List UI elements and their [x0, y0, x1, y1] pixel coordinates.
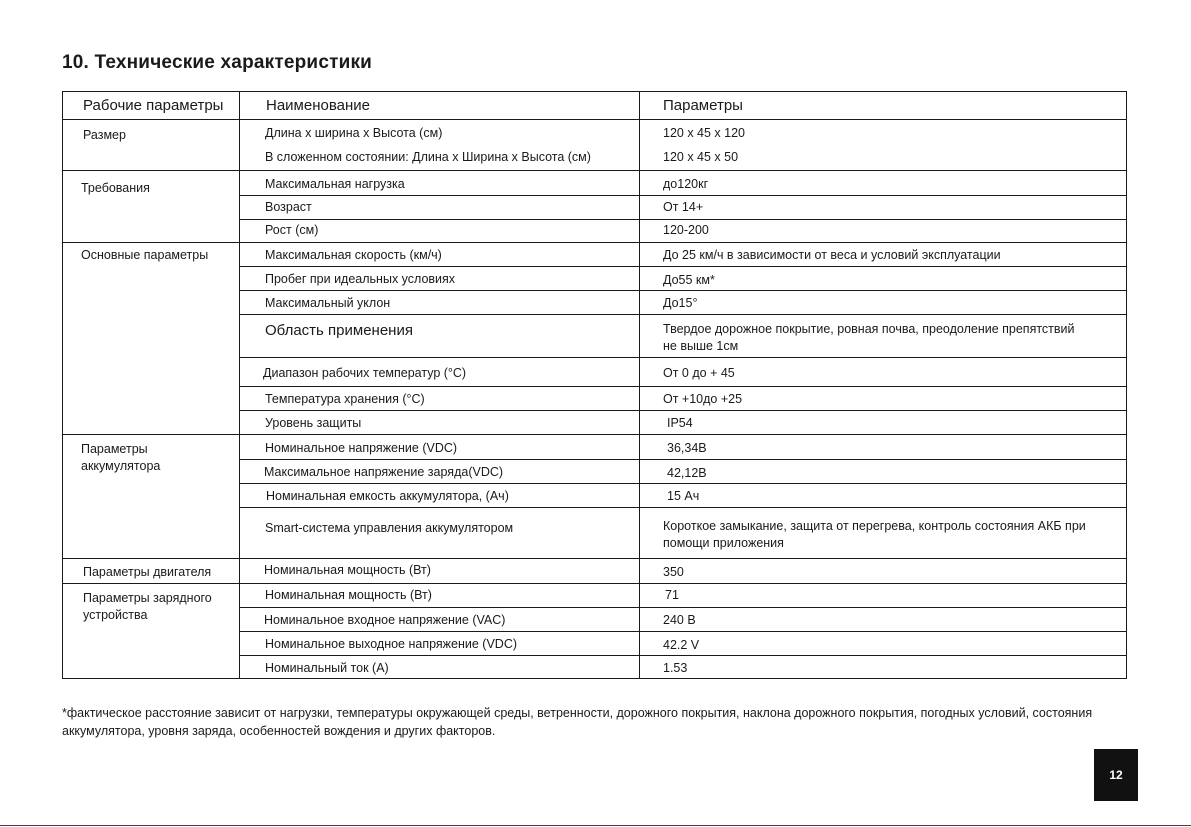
- specifications-table: [62, 91, 1127, 679]
- row-name: Область применения: [265, 322, 413, 339]
- header-working-parameters: Рабочие параметры: [83, 97, 224, 114]
- row-value: От +10до +25: [663, 392, 743, 406]
- row-name: Возраст: [265, 200, 312, 214]
- row-name: В сложенном состоянии: Длина х Ширина х Высота (см): [265, 150, 591, 164]
- footnote: *фактическое расстояние зависит от нагрузки, температуры окружающей среды, ветренности, дорожного покрытия, наклона дорожного покрытия, погодных условий, состояния аккумулятора, уровня заряда, особенностей вождения и других факторов.: [62, 706, 1093, 738]
- row-value: 120-200: [663, 223, 709, 237]
- page-number-label: 12: [1109, 768, 1123, 782]
- row-value: 120 x 45 x 50: [663, 150, 739, 164]
- row-name: Номинальная мощность (Вт): [265, 588, 432, 602]
- row-name: Уровень защиты: [265, 416, 362, 430]
- group-battery-parameters: Параметры аккумулятора: [81, 442, 161, 473]
- row-name: Диапазон рабочих температур (°С): [263, 366, 467, 380]
- row-name: Максимальный уклон: [265, 296, 391, 310]
- row-name: Максимальное напряжение заряда(VDC): [264, 465, 504, 479]
- row-name: Максимальная скорость (км/ч): [265, 248, 442, 262]
- row-value: IP54: [667, 416, 693, 430]
- row-value: До55 км*: [663, 273, 715, 287]
- section-title: 10. Технические характеристики: [62, 52, 373, 73]
- header-parameters: Параметры: [663, 97, 743, 114]
- group-size: Размер: [83, 128, 126, 142]
- row-name: Номинальная мощность (Вт): [264, 563, 431, 577]
- row-name: Пробег при идеальных условиях: [265, 272, 456, 286]
- row-name: Рост (см): [265, 223, 319, 237]
- row-value: От 14+: [663, 200, 704, 214]
- row-name: Максимальная нагрузка: [265, 177, 405, 191]
- row-value: 1.53: [663, 661, 688, 675]
- group-charger-parameters: Параметры зарядного устройства: [83, 591, 212, 622]
- row-value: Короткое замыкание, защита от перегрева, контроль состояния АКБ при помощи приложения: [663, 519, 1086, 550]
- row-value: 42,12В: [667, 466, 707, 480]
- row-value: От 0 до + 45: [663, 366, 735, 380]
- page-number: [1094, 749, 1138, 801]
- row-name: Номинальное выходное напряжение (VDC): [265, 637, 518, 651]
- row-name: Номинальное напряжение (VDC): [265, 441, 458, 455]
- row-value: 350: [663, 565, 684, 579]
- row-name: Длина х ширина х Высота (см): [265, 126, 443, 140]
- row-value: Твердое дорожное покрытие, ровная почва, преодоление препятствий не выше 1см: [663, 322, 1075, 353]
- row-value: 15 Ач: [667, 489, 700, 503]
- row-name: Smart-система управления аккумулятором: [265, 521, 514, 535]
- row-value: До 25 км/ч в зависимости от веса и условий эксплуатации: [663, 248, 1001, 262]
- row-value: 71: [665, 588, 679, 602]
- bottom-divider: [0, 825, 1191, 826]
- header-name: Наименование: [266, 97, 370, 114]
- group-main-parameters: Основные параметры: [81, 248, 209, 262]
- row-value: До15°: [663, 296, 698, 310]
- row-value: 120 x 45 x 120: [663, 126, 746, 140]
- row-value: 36,34В: [667, 441, 707, 455]
- group-requirements: Требования: [81, 181, 150, 195]
- row-value: 240 В: [663, 613, 696, 627]
- row-value: до120кг: [663, 177, 709, 191]
- row-name: Номинальный ток (А): [265, 661, 389, 675]
- row-value: 42.2 V: [663, 638, 700, 652]
- row-name: Номинальное входное напряжение (VAC): [264, 613, 506, 627]
- group-motor-parameters: Параметры двигателя: [83, 565, 212, 579]
- row-name: Номинальная емкость аккумулятора, (Ач): [266, 489, 509, 503]
- row-name: Температура хранения (°С): [265, 392, 425, 406]
